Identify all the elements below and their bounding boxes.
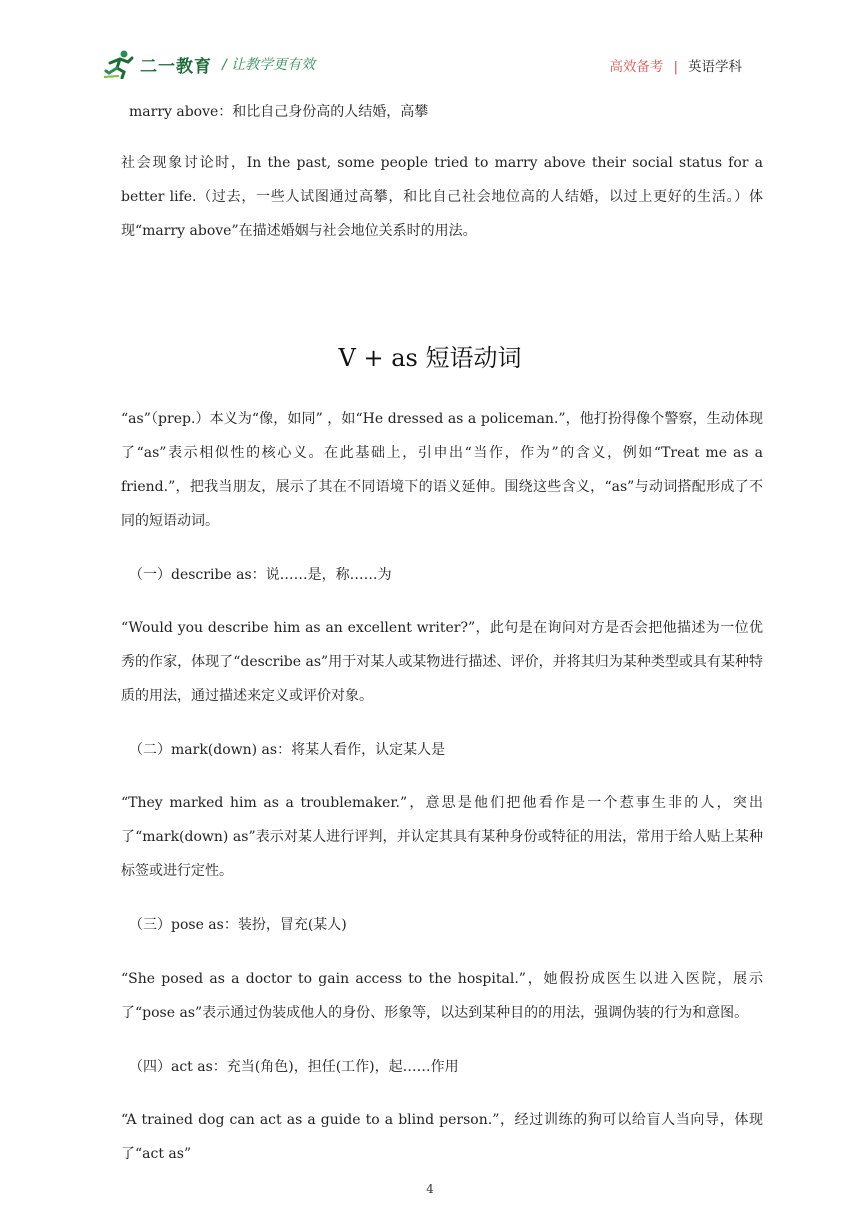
running-figure-logo-icon [104,49,136,79]
item-1-text-block [121,611,763,713]
slogan: / 让教学更有效 [222,57,316,73]
header-separator: | [673,59,678,75]
intro-item-block [121,95,763,129]
section-intro-block [121,402,763,538]
item-2-heading-block [121,733,763,767]
item-2-text: “They marked him as a troublemaker.”，意思是他们把他看作是一个惹事生非的人，突出了“mark(down) as”表示对某人进行评判，并认定其具有某种身份或特征的用法，常用于给人贴上某种标签或进行定性。 [121,795,763,879]
page-number: 4 [426,1182,434,1196]
intro-paragraph: 社会现象讨论时，In the past, some people tried to marry above their social status for a better life.（过去，一些人试图通过高攀，和比自己社会地位高的人结婚，以过上更好的生活。）体现“marry above”在描述婚姻与社会地位关系时的用法。 [121,155,763,239]
header-right [609,55,742,75]
item-3-heading-block [121,908,763,942]
item-3-text-block [121,962,763,1030]
section-intro: “as”（prep.）本义为“像，如同” ，如“He dressed as a policeman.”，他打扮得像个警察，生动体现了“as”表示相似性的核心义。在此基础上，引申出“当作，作为”的含义，例如“Treat me as a friend.”，把我当朋友，展示了其在不同语境下的语义延伸。围绕这些含义，“as”与动词搭配形成了不同的短语动词。 [121,411,763,529]
item-3-heading: （三）pose as：装扮，冒充(某人) [129,917,347,933]
section-title: V + as 短语动词 [338,344,522,372]
subject-label: 英语学科 [688,59,742,75]
item-4-text-block [121,1103,763,1171]
item-2-text-block [121,786,763,888]
intro-paragraph-block [121,146,763,248]
item-4-heading-block [121,1050,763,1084]
item-1-heading: （一）describe as：说……是，称……为 [129,567,392,583]
item-3-text: “She posed as a doctor to gain access to the hospital.”，她假扮成医生以进入医院，展示了“pose as”表示通过伪装成他人的身份、形象等，以达到某种目的的用法，强调伪装的行为和意图。 [121,971,763,1021]
item-1-text: “Would you describe him as an excellent writer?”，此句是在询问对方是否会把他描述为一位优秀的作家，体现了“describe as”用于对某人或某物进行描述、评价，并将其归为某种类型或具有某种特质的用法，通过描述来定义或评价对象。 [121,620,763,704]
exam-label: 高效备考 [609,59,664,75]
intro-item: marry above：和比自己身份高的人结婚，高攀 [129,104,429,120]
item-4-heading: （四）act as：充当(角色)，担任(工作)，起……作用 [129,1059,459,1075]
item-1-heading-block [121,558,763,592]
item-4-text: “A trained dog can act as a guide to a blind person.”，经过训练的狗可以给盲人当向导，体现了“act as” [121,1112,763,1162]
page-header [0,0,860,90]
item-2-heading: （二）mark(down) as：将某人看作，认定某人是 [129,742,446,758]
logo-text: 二一教育 [140,57,212,77]
